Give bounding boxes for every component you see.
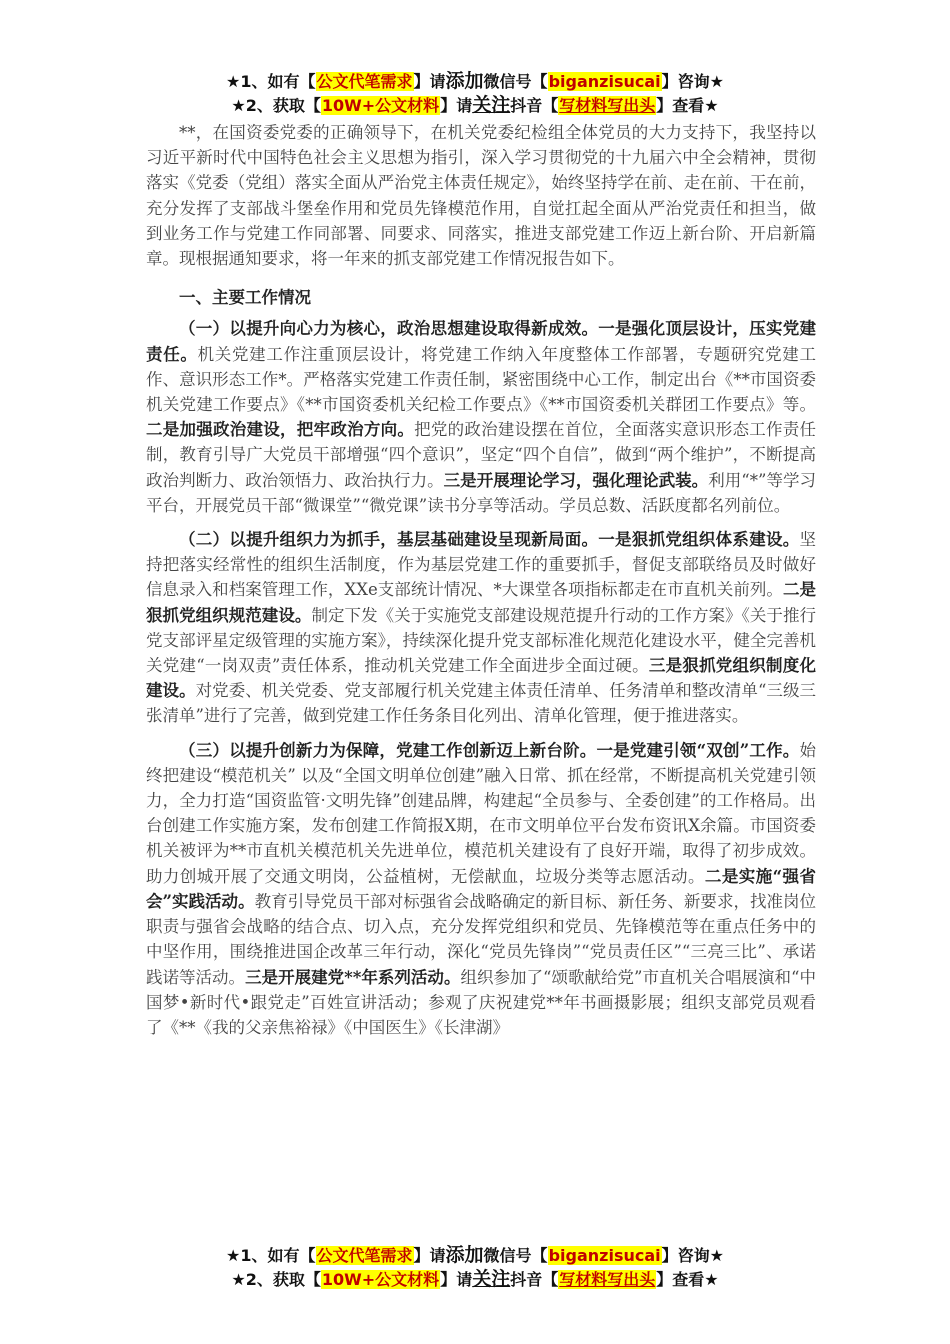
paragraph-text: 始终把建设“模范机关” 以及“全国文明单位创建”融入日常、抓在经常，不断提高机关党建引领力，全力打造“国资监管·文明先锋”创建品牌，构建起“全员参与、全委创建”的工作格局。出台创建工作实施方案，发布创建工作简报X期，在市文明单位平台发布资讯X余篇。市国资委机关被评为**市直机关模范机关先进单位，模范机关建设有了良好开端，取得了初步成效。助力创城开展了交通文明岗，公益植树，无偿献血，垃圾分类等志愿活动。: [146, 740, 816, 886]
banner-highlight: 写材料写出头: [559, 96, 656, 115]
promo-banner-top-1: [0, 70, 950, 93]
paragraph-bold: 二是狠抓党组织规范建设。: [146, 580, 817, 625]
banner-text: 】咨询★: [661, 1246, 724, 1265]
banner-highlight: 公文代笔需求: [316, 1246, 413, 1265]
paragraph-bold: 二是实施“强省会”实践活动。: [146, 866, 816, 911]
banner-text: 】请: [413, 72, 446, 91]
paragraph-text: 制定下发《关于实施党支部建设规范提升行动的工作方案》《关于推行党支部评星定级管理的实施方案》，持续深化提升党支部标准化规范化建设水平，健全完善机关党建“一岗双责”责任体系，推动机关党建工作全面进步全面过硬。: [146, 605, 817, 676]
banner-text: 】查看★: [656, 96, 719, 115]
banner-text: 】请: [440, 96, 473, 115]
banner-text: ★2、获取【: [231, 1270, 321, 1289]
banner-text: 微信号【: [483, 1246, 548, 1265]
banner-highlight: 写材料写出头: [559, 1270, 656, 1289]
promo-banner-top-2: [0, 94, 950, 117]
banner-text: ★1、如有【: [226, 72, 316, 91]
paragraph-text: 教育引导党员干部对标强省会战略确定的新目标、新任务、新要求，找准岗位职责与强省会战略的结合点、切入点，充分发挥党组织和党员、先锋模范等在重点任务中的中坚作用，围绕推进国企改革三年行动，深化“党员先锋岗”“党员责任区”“三亮三比”、承诺践诺等活动。: [146, 891, 817, 987]
document-body: [146, 120, 816, 1040]
banner-highlight: biganzisucai: [548, 72, 661, 91]
banner-text: 】咨询★: [661, 72, 724, 91]
banner-text: ★1、如有【: [226, 1246, 316, 1265]
section-2-paragraph: [146, 527, 816, 729]
section-heading: 一、主要工作情况: [179, 288, 311, 308]
section-2-title: （二）以提升组织力为抓手，基层基础建设呈现新局面。一是狠抓党组织体系建设。: [179, 530, 800, 550]
banner-text: 抖音【: [510, 1270, 559, 1289]
banner-highlight: biganzisucai: [548, 1246, 661, 1265]
banner-highlight: 公文代笔需求: [316, 72, 413, 91]
banner-text: 】查看★: [656, 1270, 719, 1289]
promo-banner-bottom-1: [0, 1244, 950, 1267]
section-1-paragraph: [146, 316, 816, 518]
paragraph-text: 机关党建工作注重顶层设计，将党建工作纳入年度整体工作部署，专题研究党建工作、意识形态工作*。严格落实党建工作责任制，紧密围绕中心工作，制定出台《**市国资委机关党建工作要点》《**市国资委机关纪检工作要点》《**市国资委机关群团工作要点》等。: [146, 344, 817, 415]
paragraph-bold: 三是开展理论学习，强化理论武装。: [443, 470, 709, 490]
paragraph-text: 把党的政治建设摆在首位，全面落实意识形态工作责任制，教育引导广大党员干部增强“四个意识”，坚定“四个自信”，做到“两个维护”，不断提高政治判断力、政治领悟力、政治执行力。: [146, 420, 817, 490]
banner-emphasis: 关注: [472, 94, 511, 116]
section-3-paragraph: [146, 738, 816, 1040]
banner-emphasis: 添加: [445, 1244, 484, 1266]
paragraph-bold: 三是狠抓党组织制度化建设。: [146, 656, 817, 701]
paragraph-text: 坚持把落实经常性的组织生活制度，作为基层党建工作的重要抓手，督促支部联络员及时做好信息录入和档案管理工作，XXe支部统计情况、*大课堂各项指标都走在市直机关前列。: [146, 530, 816, 600]
paragraph-bold: 二是加强政治建设，把牢政治方向。: [146, 420, 415, 440]
banner-text: 】请: [440, 1270, 473, 1289]
paragraph-bold: 三是开展建党**年系列活动。: [245, 967, 461, 987]
banner-highlight: 10W+公文材料: [321, 96, 440, 115]
section-3-title: （三）以提升创新力为保障，党建工作创新迈上新台阶。一是党建引领“双创”工作。: [179, 740, 800, 760]
banner-emphasis: 添加: [445, 70, 484, 92]
banner-text: 抖音【: [510, 96, 559, 115]
banner-text: 微信号【: [483, 72, 548, 91]
promo-banner-bottom-2: [0, 1268, 950, 1291]
banner-highlight: 10W+公文材料: [321, 1270, 440, 1289]
banner-text: ★2、获取【: [231, 96, 321, 115]
banner-emphasis: 关注: [472, 1268, 511, 1290]
intro-paragraph: **，在国资委党委的正确领导下，在机关党委纪检组全体党员的大力支持下，我坚持以习近平新时代中国特色社会主义思想为指引，深入学习贯彻党的十九届六中全会精神，贯彻落实《党委（党组）落实全面从严治党主体责任规定》，始终坚持学在前、走在前、干在前，充分发挥了支部战斗堡垒作用和党员先锋模范作用，自觉扛起全面从严治党责任和担当，做到业务工作与党建工作同部署、同要求、同落实，推进支部党建工作迈上新台阶、开启新篇章。现根据通知要求，将一年来的抓支部党建工作情况报告如下。: [146, 123, 816, 269]
paragraph-text: 对党委、机关党委、党支部履行机关党建主体责任清单、任务清单和整改清单“三级三张清单”进行了完善，做到党建工作任务条目化列出、清单化管理，便于推进落实。: [146, 681, 817, 726]
paragraph-text: 利用“*”等学习平台，开展党员干部“微课堂”“微党课”读书分享等活动。学员总数、活跃度都名列前位。: [146, 470, 817, 515]
banner-text: 】请: [413, 1246, 446, 1265]
section-1-title: （一）以提升向心力为核心，政治思想建设取得新成效。一是强化顶层设计，压实党建责任。: [146, 319, 816, 364]
paragraph-text: 组织参加了“颂歌献给党”市直机关合唱展演和“中国梦•新时代•跟党走”百姓宣讲活动；参观了庆祝建党**年书画摄影展；组织支部党员观看了《**《我的父亲焦裕禄》《中国医生》《长津湖》: [146, 967, 817, 1037]
